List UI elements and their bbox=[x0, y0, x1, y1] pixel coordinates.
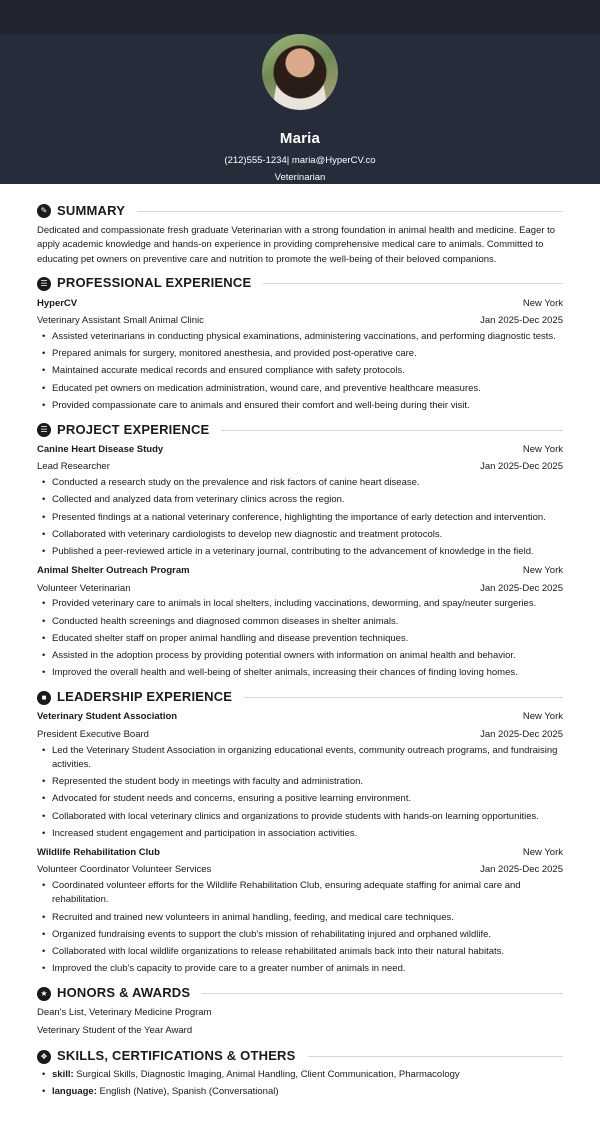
section-divider bbox=[263, 283, 563, 284]
honor-item: Veterinary Student of the Year Award bbox=[37, 1024, 193, 1036]
entry-organization: Canine Heart Disease Study bbox=[37, 443, 164, 455]
entry-bullets bbox=[37, 744, 563, 842]
list-item: • Published a peer-reviewed article in a veterinary journal, contributing to the advancement of knowledge in the field. bbox=[37, 545, 563, 559]
entry-dates: Jan 2025-Dec 2025 bbox=[480, 864, 563, 876]
entry-role: Lead Researcher bbox=[37, 461, 110, 473]
list-item: • Coordinated volunteer efforts for the Wildlife Rehabilitation Club, ensuring adequate staffing for animal care and rehabilitation. bbox=[37, 879, 563, 908]
honors-section bbox=[37, 983, 563, 1040]
project-entry bbox=[37, 441, 563, 559]
professional-experience-section bbox=[37, 273, 563, 413]
list-item: • Led the Veterinary Student Association in organizing educational events, community outreach programs, and fundraising activities. bbox=[37, 744, 563, 773]
list-item: • Conducted health screenings and diagnosed common diseases in shelter animals. bbox=[37, 615, 563, 629]
entry-role: Volunteer Veterinarian bbox=[37, 582, 131, 594]
entry-dates: Jan 2025-Dec 2025 bbox=[480, 315, 563, 327]
skill-label: skill: bbox=[52, 1068, 74, 1080]
entry-organization: HyperCV bbox=[37, 297, 78, 309]
leadership-entry bbox=[37, 709, 563, 842]
skill-item bbox=[37, 1085, 563, 1099]
list-item: • Advocated for student needs and concerns, ensuring a positive learning environment. bbox=[37, 792, 563, 806]
skill-label: language: bbox=[52, 1085, 97, 1097]
section-title: SKILLS, CERTIFICATIONS & OTHERS bbox=[57, 1048, 296, 1064]
section-title: PROJECT EXPERIENCE bbox=[57, 421, 210, 437]
skills-section bbox=[37, 1046, 563, 1100]
section-divider bbox=[221, 430, 563, 431]
entry-location: New York bbox=[522, 565, 563, 577]
list-item: • Represented the student body in meetings with faculty and administration. bbox=[37, 775, 563, 789]
section-header bbox=[37, 273, 563, 295]
section-header bbox=[37, 200, 563, 222]
section-divider bbox=[308, 1056, 563, 1057]
summary-section bbox=[37, 200, 563, 267]
entry-location: New York bbox=[522, 443, 563, 455]
entry-role: Volunteer Coordinator Volunteer Services bbox=[37, 864, 212, 876]
list-item: • Recruited and trained new volunteers in animal handling, feeding, and medical care techniques. bbox=[37, 911, 563, 925]
section-header bbox=[37, 983, 563, 1005]
entry-bullets bbox=[37, 879, 563, 977]
grid-icon: ❖ bbox=[37, 1050, 51, 1064]
entry-dates: Jan 2025-Dec 2025 bbox=[480, 461, 563, 473]
skill-value: Surgical Skills, Diagnostic Imaging, Animal Handling, Client Communication, Pharmacology bbox=[76, 1068, 460, 1080]
list-item: • Organized fundraising events to support the club's mission of rehabilitating injured and orphaned wildlife. bbox=[37, 928, 563, 942]
skill-item bbox=[37, 1068, 563, 1082]
experience-entry bbox=[37, 295, 563, 413]
entry-organization: Veterinary Student Association bbox=[37, 711, 178, 723]
list-item: • Provided compassionate care to animals and ensured their comfort and well-being during their visit. bbox=[37, 399, 563, 413]
list-item: • Presented findings at a national veterinary conference, highlighting the importance of early detection and intervention. bbox=[37, 511, 563, 525]
chat-icon: ■ bbox=[37, 691, 51, 705]
profile-photo bbox=[262, 34, 338, 110]
section-title: HONORS & AWARDS bbox=[57, 985, 191, 1001]
resume-header bbox=[0, 0, 600, 184]
entry-organization: Wildlife Rehabilitation Club bbox=[37, 846, 160, 858]
entry-location: New York bbox=[522, 846, 563, 858]
section-divider bbox=[137, 211, 563, 212]
project-entry bbox=[37, 562, 563, 680]
list-item: • Increased student engagement and participation in association activities. bbox=[37, 827, 563, 841]
entry-role: Veterinary Assistant Small Animal Clinic bbox=[37, 315, 204, 327]
entry-location: New York bbox=[522, 297, 563, 309]
entry-organization: Animal Shelter Outreach Program bbox=[37, 565, 190, 577]
section-title: LEADERSHIP EXPERIENCE bbox=[57, 689, 233, 705]
leadership-experience-section bbox=[37, 687, 563, 977]
leadership-entry bbox=[37, 844, 563, 977]
list-item: • Collected and analyzed data from veterinary clinics across the region. bbox=[37, 493, 563, 507]
honor-item: Dean's List, Veterinary Medicine Program bbox=[37, 1007, 212, 1019]
entry-bullets bbox=[37, 597, 563, 680]
job-title: Veterinarian bbox=[274, 171, 326, 183]
list-item: • Provided veterinary care to animals in local shelters, including vaccinations, deworming, and spay/neuter surgeries. bbox=[37, 597, 563, 611]
list-item: • Improved the overall health and well-being of shelter animals, increasing their chances of finding loving homes. bbox=[37, 666, 563, 680]
header-top-strip bbox=[0, 0, 600, 34]
section-header bbox=[37, 687, 563, 709]
briefcase-icon: ☰ bbox=[37, 277, 51, 291]
section-title: SUMMARY bbox=[57, 202, 126, 218]
project-icon: ☰ bbox=[37, 423, 51, 437]
candidate-name: Maria bbox=[279, 130, 321, 147]
entry-dates: Jan 2025-Dec 2025 bbox=[480, 582, 563, 594]
section-divider bbox=[244, 697, 563, 698]
list-item: • Collaborated with veterinary cardiologists to develop new diagnostic and treatment protocols. bbox=[37, 528, 563, 542]
list-item: • Prepared animals for surgery, monitored anesthesia, and provided post-operative care. bbox=[37, 347, 563, 361]
list-item: • Conducted a research study on the prevalence and risk factors of canine heart disease. bbox=[37, 476, 563, 490]
contact-info: (212)555-1234| maria@HyperCV.co bbox=[224, 154, 376, 166]
entry-role: President Executive Board bbox=[37, 728, 149, 740]
resume-body bbox=[0, 184, 600, 1099]
entry-dates: Jan 2025-Dec 2025 bbox=[480, 728, 563, 740]
project-experience-section bbox=[37, 419, 563, 681]
summary-text: Dedicated and compassionate fresh graduate Veterinarian with a strong foundation in animal health and medicine. Eager to apply academic knowledge and hands-on experience in providing comprehensive medical care to animals. Committed to educating pet owners on preventive care and nutrition to promote the well-being of their beloved companions. bbox=[37, 225, 556, 265]
section-divider bbox=[202, 993, 563, 994]
entry-bullets bbox=[37, 330, 563, 413]
section-header bbox=[37, 1046, 563, 1068]
summary-icon: ✎ bbox=[37, 204, 51, 218]
section-title: PROFESSIONAL EXPERIENCE bbox=[57, 275, 252, 291]
award-icon: ★ bbox=[37, 987, 51, 1001]
list-item: • Collaborated with local wildlife organizations to release rehabilitated animals back into their natural habitats. bbox=[37, 945, 563, 959]
skill-value: English (Native), Spanish (Conversational) bbox=[99, 1085, 279, 1097]
skills-list bbox=[37, 1068, 563, 1100]
list-item: • Maintained accurate medical records and ensured compliance with safety protocols. bbox=[37, 364, 563, 378]
entry-bullets bbox=[37, 476, 563, 559]
list-item: • Educated shelter staff on proper animal handling and disease prevention techniques. bbox=[37, 632, 563, 646]
list-item: • Assisted in the adoption process by providing potential owners with information on animal health and behavior. bbox=[37, 649, 563, 663]
list-item: • Educated pet owners on medication administration, wound care, and preventive healthcare measures. bbox=[37, 382, 563, 396]
section-header bbox=[37, 419, 563, 441]
list-item: • Assisted veterinarians in conducting physical examinations, administering vaccinations, and performing diagnostic tests. bbox=[37, 330, 563, 344]
entry-location: New York bbox=[522, 711, 563, 723]
list-item: • Collaborated with local veterinary clinics and organizations to provide students with hands-on learning opportunities. bbox=[37, 810, 563, 824]
list-item: • Improved the club's capacity to provide care to a greater number of animals in need. bbox=[37, 962, 563, 976]
